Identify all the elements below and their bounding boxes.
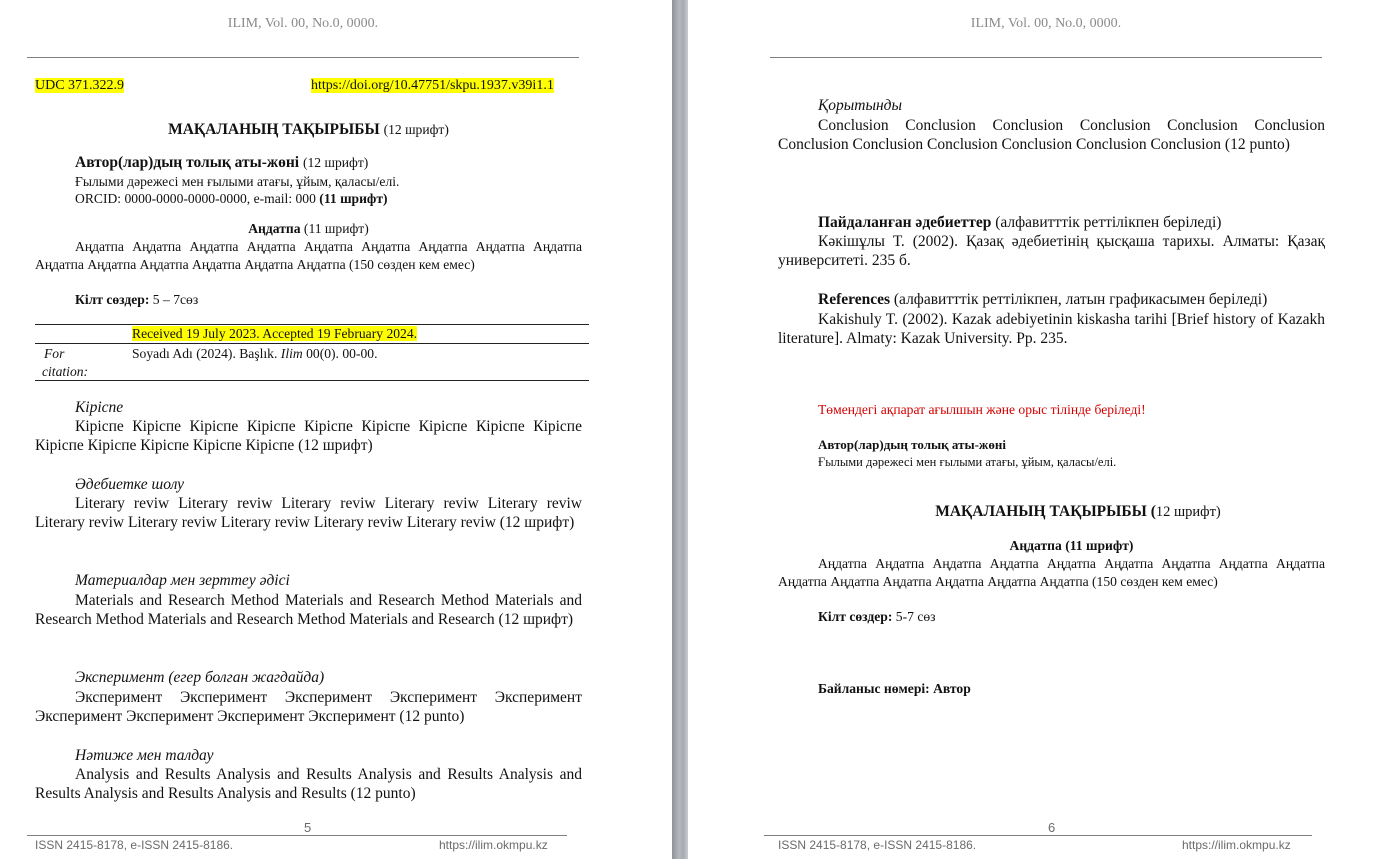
footer-issn: ISSN 2415-8178, e-ISSN 2415-8186. bbox=[35, 838, 234, 852]
author-degree: Ғылыми дәрежесі мен ғылыми атағы, ұйым, қаласы/елі. bbox=[75, 174, 400, 189]
references-en-note: (алфавитттік реттілікпен, латын графикасымен беріледі) bbox=[893, 291, 1268, 308]
citation-post: 00(0). 00-00. bbox=[306, 346, 378, 361]
footer-rule bbox=[27, 835, 567, 836]
page-number: 6 bbox=[1048, 820, 1056, 835]
citation-text bbox=[132, 345, 377, 363]
udc-text: UDC 371.322.9 bbox=[35, 78, 125, 93]
title-size-note: (12 шрифт) bbox=[383, 122, 449, 137]
title-open-paren: ( bbox=[1150, 503, 1156, 520]
page-gutter bbox=[672, 0, 688, 859]
conclusion-heading: Қорытынды bbox=[818, 97, 903, 114]
orcid-line bbox=[75, 190, 388, 208]
section-text-intro: Кіріспе Кіріспе Кіріспе Кіріспе Кіріспе Кіріспе Кіріспе Кіріспе Кіріспе Кіріспе Кіріспе Кіріспе Кіріспе Кіріспе (12 шрифт) bbox=[35, 418, 582, 455]
author-name bbox=[75, 153, 368, 172]
title-size-note: 12 шрифт) bbox=[1155, 504, 1221, 520]
orcid-size-note: (11 шрифт) bbox=[319, 191, 388, 206]
orcid-text: ORCID: 0000-0000-0000-0000, e-mail: 000 bbox=[75, 191, 316, 206]
references-kz-title-text: Пайдаланған әдебиеттер bbox=[818, 214, 992, 231]
article-title bbox=[35, 120, 582, 139]
section-text-experiment: Эксперимент Эксперимент Эксперимент Эксперимент Эксперимент Эксперимент Эксперимент Эксперимент Эксперимент (12 punto) bbox=[35, 689, 582, 726]
abstract-size-note: шрифт) bbox=[1085, 538, 1134, 553]
footer-issn: ISSN 2415-8178, e-ISSN 2415-8186. bbox=[778, 838, 977, 852]
references-en-title-text: References bbox=[818, 291, 891, 308]
keywords-value: 5 – 7сөз bbox=[152, 292, 199, 307]
section-heading-intro: Кіріспе bbox=[75, 399, 124, 416]
section-text-results: Analysis and Results Analysis and Results Analysis and Results Analysis and Results Analysis and Results Analysis and Results (12 punto) bbox=[35, 766, 582, 803]
citation-pre: Soyadı Adı (2024). Başlık. bbox=[132, 346, 278, 361]
section-heading-experiment: Эксперимент (егер болган жагдайда) bbox=[75, 669, 325, 686]
author-degree: Ғылыми дәрежесі мен ғылыми атағы, ұйым, қаласы/елі. bbox=[818, 455, 1117, 469]
abstract-title bbox=[778, 537, 1365, 555]
footer-rule bbox=[764, 835, 1312, 836]
title-text: МАҚАЛАНЫҢ ТАҚЫРЫБЫ bbox=[935, 503, 1147, 520]
keywords bbox=[818, 608, 936, 626]
running-header: ILIM, Vol. 00, No.0, 0000. bbox=[227, 16, 379, 31]
title-text: МАҚАЛАНЫҢ ТАҚЫРЫБЫ bbox=[168, 121, 380, 138]
abstract-title-text: Аңдатпа bbox=[248, 221, 301, 236]
header-rule bbox=[27, 57, 579, 58]
received-text: Received 19 July 2023. Accepted 19 February 2024. bbox=[132, 326, 418, 341]
doi-link[interactable] bbox=[311, 77, 554, 95]
page-left bbox=[0, 0, 672, 859]
contact-line: Байланыс нөмері: Автор bbox=[818, 681, 971, 696]
section-text-methods: Materials and Research Method Materials and Research Method Materials and Research Method Materials and Research Method Materials and Research (12 шрифт) bbox=[35, 592, 582, 629]
author-name-text: Автор(лар)дың толық аты-жөні bbox=[75, 154, 300, 171]
header-rule bbox=[770, 57, 1322, 58]
abstract-text: Аңдатпа Аңдатпа Аңдатпа Аңдатпа Аңдатпа Аңдатпа Аңдатпа Аңдатпа Аңдатпа Аңдатпа Аңдатпа Аңдатпа Аңдатпа Аңдатпа Аңдатпа (150 сөзден кем емес) bbox=[778, 556, 1325, 589]
abstract-title bbox=[35, 220, 582, 238]
page-number: 5 bbox=[304, 820, 312, 835]
section-heading-literature: Әдебиетке шолу bbox=[75, 476, 185, 493]
article-title bbox=[778, 502, 1376, 522]
abstract-text: Аңдатпа Аңдатпа Аңдатпа Аңдатпа Аңдатпа Аңдатпа Аңдатпа Аңдатпа Аңдатпа Аңдатпа Аңдатпа Аңдатпа Аңдатпа Аңдатпа Аңдатпа (150 сөзден кем емес) bbox=[35, 239, 582, 272]
table-mid-rule bbox=[35, 343, 589, 344]
abstract-size-note: (11 шрифт) bbox=[303, 221, 369, 236]
for-citation-label: For citation: bbox=[42, 346, 89, 379]
footer-url[interactable]: https://ilim.okmpu.kz bbox=[1182, 838, 1291, 852]
references-kz-note: (алфавитттік реттілікпен беріледі) bbox=[995, 214, 1222, 231]
references-kz-title bbox=[818, 213, 1221, 232]
section-text-literature: Literary reviw Literary reviw Literary reviw Literary reviw Literary reviw Literary reviw Literary reviw Literary reviw Literary reviw Literary reviw (12 шрифт) bbox=[35, 495, 582, 532]
references-en-title bbox=[818, 290, 1267, 309]
doi-text: https://doi.org/10.47751/skpu.1937.v39i1.1 bbox=[311, 78, 554, 93]
author-name: Автор(лар)дың толық аты-жөні bbox=[818, 437, 1006, 452]
citation-journal: Ilim bbox=[280, 346, 303, 361]
conclusion-text: Conclusion Conclusion Conclusion Conclusion Conclusion Conclusion Conclusion Conclusion Conclusion Conclusion Conclusion Conclusion (12 punto) bbox=[778, 117, 1325, 154]
section-heading-results: Нәтиже мен талдау bbox=[75, 747, 214, 764]
footer-url[interactable]: https://ilim.okmpu.kz bbox=[439, 838, 548, 852]
keywords-label: Кілт сөздер: bbox=[818, 609, 893, 624]
references-kz-item: Кәкішұлы Т. (2002). Қазақ әдебиетінің қысқаша тарихы. Алматы: Қазақ университеті. 235 б. bbox=[778, 233, 1325, 270]
references-en-item: Kakishuly T. (2002). Kazak adebiyetinin kiskasha tarihi [Brief history of Kazakh literature]. Almaty: Kazak University. Pp. 235. bbox=[778, 311, 1325, 348]
running-header: ILIM, Vol. 00, No.0, 0000. bbox=[970, 16, 1122, 31]
section-heading-methods: Материалдар мен зерттеу әдісі bbox=[75, 572, 290, 589]
table-bottom-rule bbox=[35, 380, 589, 381]
language-notice: Төмендегі ақпарат ағылшын және орыс тілінде беріледі! bbox=[818, 402, 1146, 417]
keywords bbox=[75, 291, 198, 309]
page-right bbox=[688, 0, 1376, 859]
abstract-title-text: Аңдатпа (11 bbox=[1009, 538, 1083, 553]
udc-code bbox=[35, 77, 124, 95]
received-line bbox=[132, 325, 417, 343]
keywords-label: Кілт сөздер: bbox=[75, 292, 150, 307]
author-size-note: (12 шрифт) bbox=[302, 155, 369, 170]
keywords-value: 5-7 сөз bbox=[895, 609, 936, 624]
